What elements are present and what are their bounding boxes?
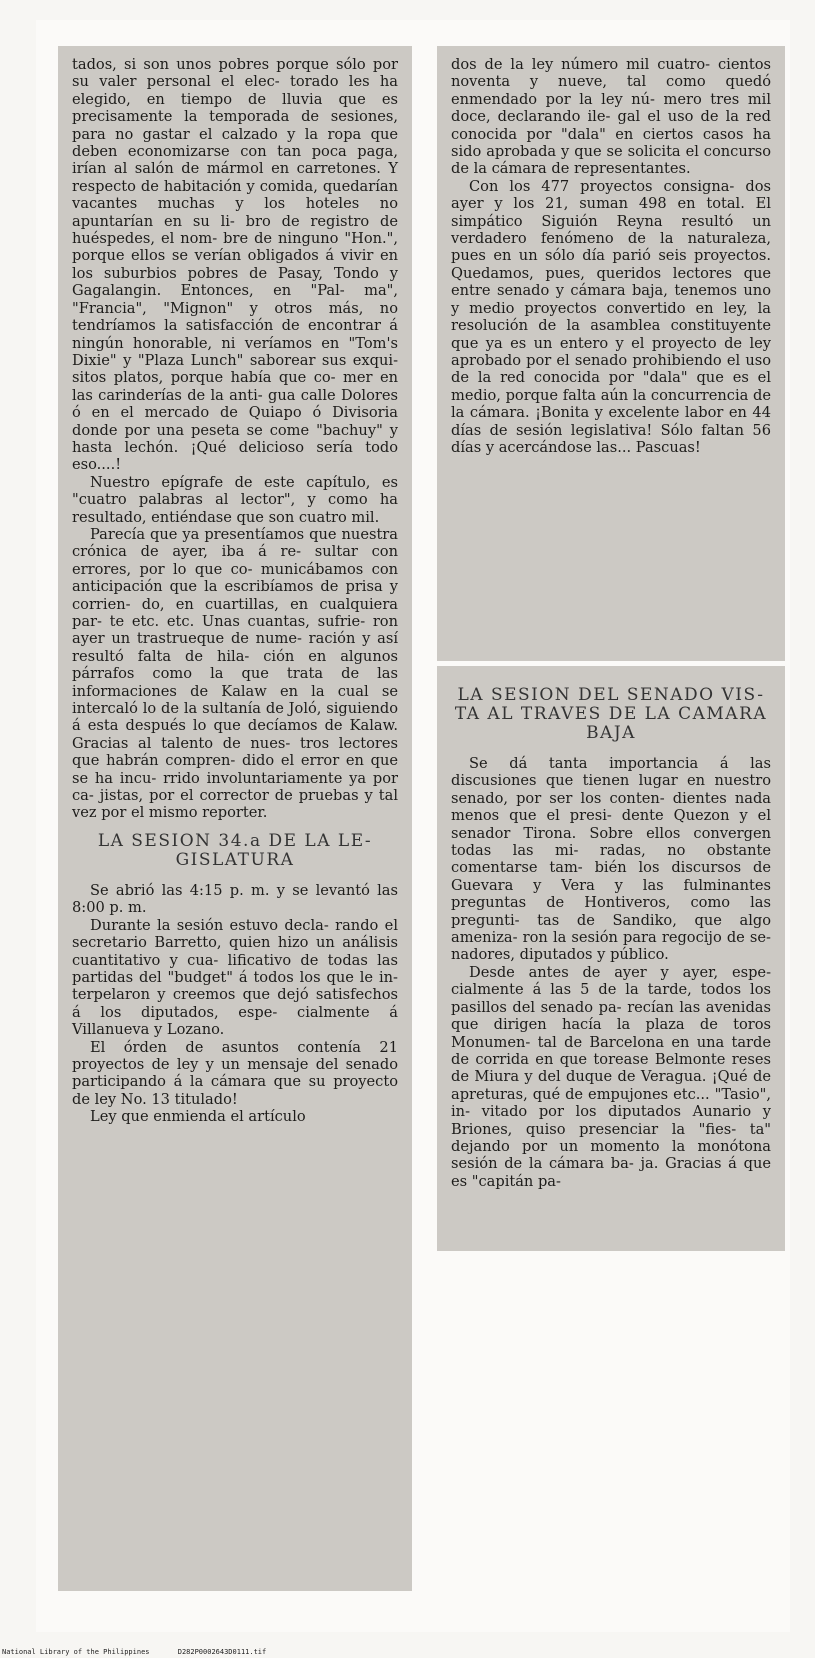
paragraph: Se abrió las 4:15 p. m. y se levantó las 8:00 p. m.: [72, 881, 398, 917]
paragraph: tados, si son unos pobres porque sólo por su valer personal el elec- torado les ha elegido, en tiempo de lluvia que es precisamente la temporada de sesiones, para no gastar el calzado y la ropa que deben economizarse con tan poca paga, irían al salón de mármol en carretones. Y respecto de habitación y comida, quedarían vacantes muchas y los hoteles no apuntarían en su li- bro de registro de huéspedes, el nom- bre de ninguno "Hon.", porque ellos se verían obligados á vivir en los suburbios pobres de Pasay, Tondo y Gagalangin. Entonces, en "Pal- ma", "Francia", "Mignon" y otros más, no tendríamos la satisfacción de encontrar á ningún honorable, ni veríamos en "Tom's Dixie" y "Plaza Lunch" saborear sus exqui- sitos platos, porque había que co- mer en las carinderías de la anti- gua calle Dolores ó en el mercado de Quiapo ó Divisoria donde por una peseta se come "bachuy" y hasta lechón. ¡Qué delicioso sería todo eso....!: [72, 56, 398, 474]
paragraph: dos de la ley número mil cuatro- cientos noventa y nueve, tal como quedó enmendado por la ley nú- mero tres mil doce, declarando ile- gal el uso de la red conocida por "dala" en ciertos casos ha sido aprobada y que se solicita el concurso de la cámara de representantes.: [451, 56, 771, 178]
paragraph: Nuestro epígrafe de este capítulo, es "cuatro palabras al lector", y como ha resultado, entiéndase que son cuatro mil.: [72, 473, 398, 526]
right-column-top: [437, 46, 785, 661]
left-column: [58, 46, 412, 1591]
paragraph: Parecía que ya presentíamos que nuestra crónica de ayer, iba á re- sultar con errores, por lo que co- municábamos con anticipación que la escribíamos de prisa y corrien- do, en cuartillas, en cualquiera par- te etc. etc. Unas cuantas, sufrie- ron ayer un trastrueque de nume- ración y así resultó falta de hila- ción en algunos párrafos como la que trata de las informaciones de Kalaw en la cual se intercaló lo de la sultanía de Joló, siguiendo á esta después lo que decíamos de Kalaw. Gracias al talento de nues- tros lectores que habrán compren- dido el error en que se ha incu- rrido involuntariamente ya por ca- jistas, por el corrector de pruebas y tal vez por el mismo reporter.: [72, 525, 398, 822]
right-column-bottom: [437, 666, 785, 1251]
paragraph: Ley que enmienda el artículo: [90, 1108, 306, 1126]
institution-label: National Library of the Philippines: [2, 1648, 150, 1656]
paragraph: El órden de asuntos contenía 21 proyectos de ley y un mensaje del senado participando á la cámara que su proyecto de ley No. 13 titulado!: [72, 1038, 398, 1108]
paragraph: Desde antes de ayer y ayer, espe- cialmente á las 5 de la tarde, todos los pasillos del senado pa- recían las avenidas que dirigen hacía la plaza de toros Monumen- tal de Barcelona en una tarde de corrida en que torease Belmonte reses de Miura y del duque de Veragua. ¡Qué de apreturas, qué de empujones etc... "Tasio", in- vitado por los diputados Aunario y Briones, quiso presenciar la "fies- ta" dejando por un momento la monótona sesión de la cámara ba- ja. Gracias á que es "capitán pa-: [451, 963, 771, 1190]
paragraph: Se dá tanta importancia á las discusiones que tienen lugar en nuestro senado, por ser los conten- dientes nada menos que el presi- dente Quezon y el senador Tirona. Sobre ellos convergen todas las mi- radas, no obstante comentarse tam- bién los discursos de Guevara y Vera y las fulminantes preguntas de Hontiveros, como las pregunti- tas de Sandiko, que algo ameniza- ron la sesión para regocijo de se- nadores, diputados y público.: [451, 755, 771, 964]
paragraph: Con los 477 proyectos consigna- dos ayer y los 21, suman 498 en total. El simpático Siguión Reyna resultó un verdadero fenómeno de la naturaleza, pues en un sólo día parió seis proyectos. Quedamos, pues, queridos lectores que entre senado y cámara baja, tenemos uno y medio proyectos convertido en ley, la resolución de la asamblea constituyente que ya es un entero y el proyecto de ley aprobado por el senado prohibiendo el uso de la red conocida por "dala" que es el medio, porque falta aún la concurrencia de la cámara. ¡Bonita y excelente labor en 44 días de sesión legislativa! Sólo faltan 56 días y acercándose las... Pascuas!: [451, 177, 771, 456]
archive-footer: [2, 1648, 290, 1656]
paragraph: Durante la sesión estuvo decla- rando el secretario Barretto, quien hizo un análisis cuantitativo y cua- lificativo de todas las partidas del "budget" á todos los que le in- terpelaron y creemos que dejó satisfechos á los diputados, espe- cialmente á Villanueva y Lozano.: [72, 916, 398, 1039]
section-heading: LA SESION 34.a DE LA LE- GISLATURA: [97, 830, 373, 870]
section-heading: LA SESION DEL SENADO VIS- TA AL TRAVES DE LA CAMARA BAJA: [454, 685, 768, 743]
file-label: D282P0002643D0111.tif: [177, 1648, 267, 1656]
